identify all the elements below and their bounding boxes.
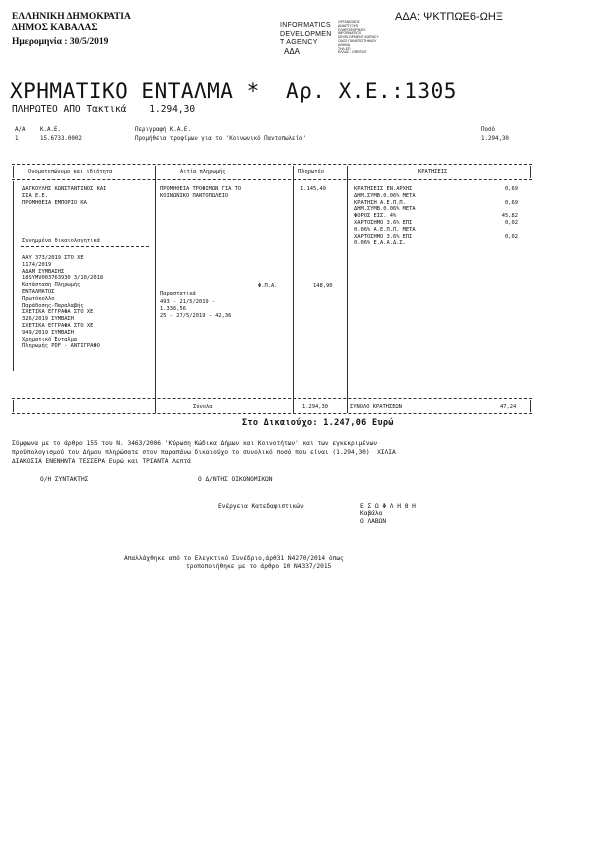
- date-label: Ημερομηνία : 30/5/2019: [12, 37, 109, 47]
- col-header-cause: Αιτία πληρωμής: [180, 169, 226, 175]
- doc-item: 949/2019 ΣΥΜΒΑΣΗ: [22, 329, 74, 336]
- col-header-amount: Πληρωτέο: [298, 169, 324, 175]
- ada-code: ΑΔΑ: ΨΚΤΠΩΕ6-ΩΗΞ: [395, 11, 503, 23]
- deduction-value: 45,82: [501, 213, 518, 220]
- payee-name: ΔΑΓΚΟΥΛΗΣ ΚΩΝΣΤΑΝΤΙΝΟΣ ΚΑΙ ΣΙΑ Ε.Ε. ΠΡΟΜΗΘΕΙΑ ΕΜΠΟΡΙΟ ΚΑ: [22, 186, 107, 206]
- table-body-rule: [12, 398, 532, 399]
- logo-small-line: ΑΘΗΝΑ: [338, 42, 350, 47]
- deduction-value: 0,69: [505, 199, 518, 206]
- table-divider-1: [155, 166, 156, 413]
- table-divider-3: [347, 166, 348, 413]
- table-border-left-t: [13, 400, 14, 412]
- kae-row-desc: Προμήθεια τροφίμων για το 'Κοινωνικό Παντοπωλείο': [135, 136, 307, 142]
- logo-text: INFORMATICS DEVELOPMEN T AGENCY: [280, 22, 332, 46]
- deduction-values: [480, 186, 518, 247]
- logo-small-line: ΟΡΓΑΝΙΣΜΟΣ: [338, 20, 360, 24]
- deduction-label: ΚΡΑΤΗΣΕΙΣ ΕΝ.ΑΡΧΗΣ: [354, 186, 413, 192]
- deduction-value: [480, 227, 518, 234]
- logo-small-line: ΑΝΑΠΤΥΞΗΣ: [338, 23, 359, 28]
- payment-cause: ΠΡΟΜΗΘΕΙΑ ΤΡΟΦΙΜΩΝ ΓΙΑ ΤΟ ΚΟΙΝΩΝΙΚΟ ΠΑΝΤΟΠΩΛΕΙΟ: [160, 186, 242, 199]
- table-top-rule: [12, 164, 532, 165]
- doc-item: Κατάσταση Πληρωμής: [22, 282, 81, 289]
- col-header-deductions: ΚΡΑΤΗΣΕΙΣ: [418, 169, 448, 175]
- doc-item: ΑΔΑΜ ΣΥΜΒΑΣΗΣ: [22, 268, 65, 275]
- amount-vat: 148,90: [313, 283, 333, 289]
- logo-small-line: DEVELOPMENT AGENCY: [338, 35, 379, 40]
- invoice-item: 1.336,56: [160, 305, 186, 312]
- doc-item: Πληρωμής PDF - ΑΝΤΙΓΡΑΦΟ: [22, 343, 100, 350]
- deduction-value: [480, 193, 518, 200]
- docs-rule: [21, 246, 149, 247]
- doc-item: 326/2019 ΣΥΜΒΑΣΗ: [22, 316, 74, 323]
- municipality-label: ΔΗΜΟΣ ΚΑΒΑΛΑΣ: [12, 23, 98, 33]
- totals-deductions-label: ΣΥΝΟΛΟ ΚΡΑΤΗΣΕΩΝ: [350, 404, 402, 410]
- deduction-label: ΦΟΡΟΣ ΕΙΣ. 4%: [354, 213, 397, 220]
- totals-deductions: 47,24: [500, 404, 517, 410]
- doc-item: 18SYMV003763930 3/10/2018: [22, 275, 104, 282]
- kae-col-aa: Α/Α: [15, 127, 26, 133]
- kae-col-amount: Ποσό: [481, 127, 495, 133]
- statement-line-3: ΔΙΑΚΟΣΙΑ ΕΝΕΝΗΝΤΑ ΤΕΣΣΕΡΑ Ευρώ και ΤΡΙΑΝΤΑ Λεπτά: [12, 458, 191, 465]
- doc-item: Παράδοσης-Παραλαβής: [22, 302, 84, 309]
- docs-list: [22, 255, 103, 350]
- deduction-labels: [354, 186, 416, 247]
- payee-amount: Στο Δικαιούχο: 1.247,06 Ευρώ: [242, 418, 394, 428]
- col-header-payee: Ονοματεπώνυμο και ιδιότητα: [28, 169, 113, 175]
- doc-item: ΕΝΤΑΛΜΑΤΟΣ: [22, 288, 55, 295]
- signature-director: Ο Δ/ΝΤΗΣ ΟΙΚΟΝΟΜΙΚΩΝ: [198, 476, 273, 483]
- footer-line-1: Απαλλάχθηκε από το Ελεγκτικό Συνέδριο,άρθ31 Ν4270/2014 όπως: [124, 555, 344, 562]
- deduction-value: 0,02: [505, 233, 518, 240]
- invoices-list: [160, 299, 231, 319]
- table-border-right-t: [530, 400, 531, 412]
- table-border-left-h: [13, 166, 14, 178]
- footer-line-2: τροποποιήθηκε με το άρθρο 10 Ν4337/2015: [186, 563, 332, 570]
- deduction-value: [480, 240, 518, 247]
- deduction-label: ΔΗΜ.ΣΥΜΒ.0.06% ΜΕΤΑ: [354, 192, 416, 199]
- docs-title: Συνημμένα δικαιολογητικά: [22, 238, 100, 244]
- doc-item: ΣΧΕΤΙΚΑ ΕΓΓΡΑΦΑ ΣΤΟ ΧΕ: [22, 322, 94, 329]
- republic-label: ΕΛΛΗΝΙΚΗ ΔΗΜΟΚΡΑΤΙΑ: [12, 12, 131, 22]
- table-divider-2: [293, 166, 294, 413]
- signature-mayor: Ε Σ Ω Φ Λ Η Θ Η Καβάλα Ο ΛΑΒΩΝ: [360, 503, 416, 525]
- table-border-left: [13, 181, 14, 371]
- logo-ada: ΑΔΑ: [284, 47, 301, 56]
- logo-small-line: ΟΔΟΣ ΠΑΝΕΠΙΣΤΗΜΙΟΥ: [338, 38, 377, 43]
- doc-item: Πρωτόκολλο: [22, 295, 55, 302]
- doc-item: Χρηματικό Ένταλμα: [22, 336, 78, 343]
- table-header-rule: [12, 179, 532, 180]
- deduction-label: 0.06% Α.Ε.Π.Π. ΜΕΤΑ: [354, 226, 416, 233]
- doc-item: 1174/2019: [22, 261, 52, 268]
- deduction-label: ΧΑΡΤΟΣΗΜΟ 3.6% ΕΠΙ: [354, 219, 413, 226]
- invoice-item: 493 - 21/5/2019 -: [160, 299, 216, 305]
- signature-composer: Ο/Η ΣΥΝΤΑΚΤΗΣ: [40, 476, 89, 483]
- logo-small-line: ΤΗΛ.ΕΠ.: [338, 46, 352, 51]
- kae-row-amount: 1.294,30: [481, 136, 509, 142]
- logo-small-text: [338, 21, 379, 55]
- amount-net: 1.145,40: [300, 186, 326, 192]
- deduction-value: 0,69: [505, 186, 518, 192]
- doc-item: ΣΧΕΤΙΚΑ ΕΓΓΡΑΦΑ ΣΤΟ ΧΕ: [22, 309, 94, 316]
- totals-label: Σύνολα: [193, 404, 213, 410]
- kae-col-desc: Περιγραφή Κ.Α.Ε.: [135, 127, 191, 133]
- deduction-label: ΚΡΑΤΗΣΗ Α.Ε.Π.Π.: [354, 199, 406, 206]
- deduction-label: ΔΗΜ.ΣΥΜΒ.0.06% ΜΕΤΑ: [354, 206, 416, 213]
- doc-item: ΑΑΥ 373/2019 ΣΤΟ ΧΕ: [22, 255, 84, 261]
- document-title: ΧΡΗΜΑΤΙΚΟ ΕΝΤΑΛΜΑ * Αρ. Χ.Ε.:1305: [10, 79, 457, 103]
- signature-competent: Ενέργεια Κατεδαφιστικών: [218, 503, 304, 510]
- payable-line: ΠΛΗΡΩΤΕΟ ΑΠΟ Τακτικά 1.294,30: [12, 104, 196, 115]
- kae-col-kae: Κ.Α.Ε.: [40, 127, 61, 133]
- totals-amount: 1.294,30: [302, 404, 328, 410]
- deduction-label: ΧΑΡΤΟΣΗΜΟ 3.6% ΕΠΙ: [354, 233, 413, 240]
- statement-line-2: προϋπολογισμού του Δήμου πληρώσατε στον παραπάνω δικαιούχο το συνολικό ποσό που είναι (1.294,30) ΧΙΛΙΑ: [12, 449, 396, 456]
- statement-line-1: Σύμφωνα με το άρθρο 155 του Ν. 3463/2006 'Κύρωση Κώδικα Δήμων και Κοινοτήτων' και των εγκεκριμένων: [12, 440, 378, 447]
- deduction-label: 0.06% Ε.Α.Α.Δ.Σ.: [354, 240, 406, 247]
- logo-small-line: ΕΛΛΑΣ - GREECE: [338, 50, 367, 55]
- fpa-label: Φ.Π.Α.: [258, 283, 278, 289]
- kae-row-aa: 1: [15, 136, 19, 142]
- table-bottom-rule: [12, 413, 532, 414]
- kae-row-code: 15.6733.0002: [40, 136, 82, 142]
- logo-small-line: INFORMATICS: [338, 31, 362, 36]
- deduction-value: [480, 206, 518, 213]
- logo-small-line: ΠΛΗΡΟΦΟΡΙΚΗΣ: [338, 27, 366, 32]
- deduction-value: 0,02: [505, 219, 518, 226]
- invoice-item: 25 - 27/5/2019 - 42,36: [160, 312, 232, 319]
- invoices-title: Παραστατικά: [160, 291, 196, 297]
- table-border-right-h: [530, 166, 531, 178]
